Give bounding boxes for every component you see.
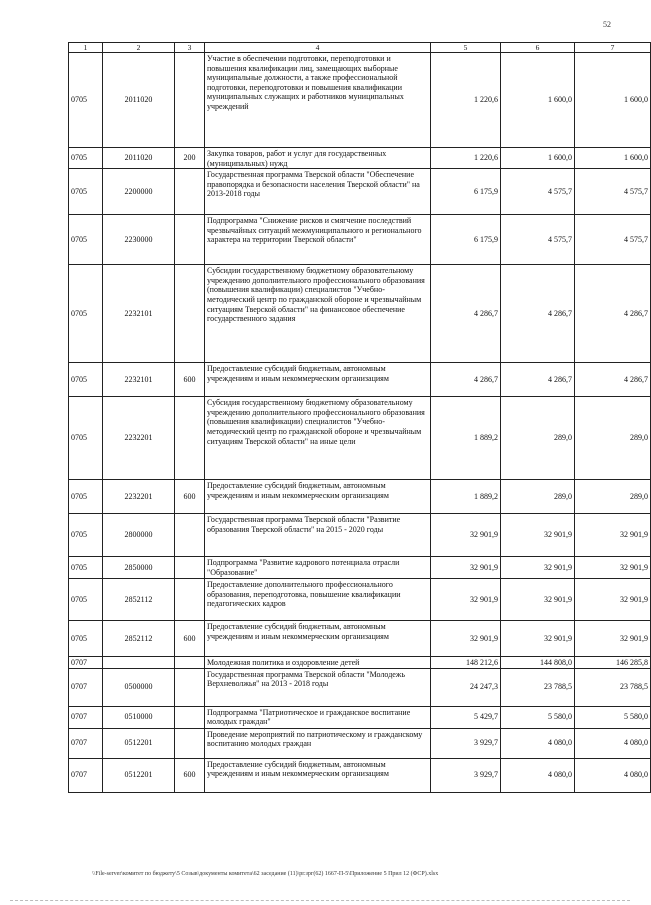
item-name: Предоставление субсидий бюджетным, автономным учреждениям и иным некоммерческим организациям <box>205 480 431 514</box>
value-col-6: 4 575,7 <box>501 215 575 265</box>
value-col-6: 4 286,7 <box>501 363 575 397</box>
value-col-6: 4 286,7 <box>501 265 575 363</box>
value-col-5: 4 286,7 <box>431 363 501 397</box>
table-row <box>69 557 651 579</box>
value-col-7: 4 080,0 <box>575 758 651 792</box>
value-col-5: 1 889,2 <box>431 480 501 514</box>
section-code: 0705 <box>69 215 103 265</box>
value-col-5: 32 901,9 <box>431 557 501 579</box>
section-code: 0705 <box>69 53 103 148</box>
table-row <box>69 579 651 621</box>
table-row <box>69 397 651 480</box>
target-article-code: 2850000 <box>103 557 175 579</box>
value-col-7: 4 575,7 <box>575 215 651 265</box>
item-name: Подпрограмма "Снижение рисков и смягчение последствий чрезвычайных ситуаций межмуниципального и регионального характера на территории Тверской области" <box>205 215 431 265</box>
value-col-5: 3 929,7 <box>431 758 501 792</box>
expense-type-code <box>175 557 205 579</box>
target-article-code: 2852112 <box>103 621 175 657</box>
expense-type-code: 600 <box>175 621 205 657</box>
target-article-code: 0512201 <box>103 758 175 792</box>
value-col-6: 5 580,0 <box>501 706 575 728</box>
value-col-7: 289,0 <box>575 397 651 480</box>
header-cell-7: 7 <box>575 43 651 53</box>
expense-type-code: 600 <box>175 480 205 514</box>
item-name: Государственная программа Тверской области "Обеспечение правопорядка и безопасности населения Тверской области" на 2013-2018 годы <box>205 169 431 215</box>
header-row <box>69 43 651 53</box>
header-cell-2: 2 <box>103 43 175 53</box>
page-number: 52 <box>603 20 611 29</box>
target-article-code: 0500000 <box>103 668 175 706</box>
value-col-5: 1 889,2 <box>431 397 501 480</box>
value-col-7: 4 286,7 <box>575 265 651 363</box>
table-row <box>69 215 651 265</box>
value-col-5: 6 175,9 <box>431 169 501 215</box>
header-cell-1: 1 <box>69 43 103 53</box>
value-col-7: 32 901,9 <box>575 514 651 557</box>
target-article-code: 0512201 <box>103 728 175 758</box>
table-row <box>69 53 651 148</box>
expense-type-code: 600 <box>175 363 205 397</box>
value-col-7: 5 580,0 <box>575 706 651 728</box>
expense-type-code <box>175 728 205 758</box>
target-article-code: 2232201 <box>103 480 175 514</box>
value-col-6: 32 901,9 <box>501 514 575 557</box>
target-article-code: 2011020 <box>103 53 175 148</box>
target-article-code: 2011020 <box>103 148 175 169</box>
value-col-5: 24 247,3 <box>431 668 501 706</box>
item-name: Участие в обеспечении подготовки, переподготовки и повышения квалификации лиц, замещающих выборные муниципальные должности, а также профессиональной подготовки, переподготовки и повышения квалификации муниципальных служащих и работников муниципальных учреждений <box>205 53 431 148</box>
value-col-7: 23 788,5 <box>575 668 651 706</box>
header-cell-3: 3 <box>175 43 205 53</box>
expense-type-code <box>175 397 205 480</box>
item-name: Предоставление субсидий бюджетным, автономным учреждениям и иным некоммерческим организациям <box>205 363 431 397</box>
value-col-6: 289,0 <box>501 480 575 514</box>
item-name: Подпрограмма "Развитие кадрового потенциала отрасли "Образование" <box>205 557 431 579</box>
value-col-5: 5 429,7 <box>431 706 501 728</box>
value-col-7: 146 285,8 <box>575 657 651 669</box>
budget-table <box>68 42 651 793</box>
value-col-5: 4 286,7 <box>431 265 501 363</box>
item-name: Предоставление дополнительного профессионального образования, переподготовка, повышение квалификации педагогических кадров <box>205 579 431 621</box>
footer-file-path: \\File-server\комитет по бюджету\5 Созыв\документы комитета\62 заседание (11)\рг.зрг(62) 1667-П-5\Приложение 5 Прил 12 (ФСР).xlsx <box>92 871 439 877</box>
target-article-code: 2230000 <box>103 215 175 265</box>
target-article-code: 2852112 <box>103 579 175 621</box>
item-name: Проведение мероприятий по патриотическому и гражданскому воспитанию молодых граждан <box>205 728 431 758</box>
value-col-7: 4 080,0 <box>575 728 651 758</box>
value-col-5: 6 175,9 <box>431 215 501 265</box>
target-article-code: 2200000 <box>103 169 175 215</box>
value-col-5: 3 929,7 <box>431 728 501 758</box>
header-cell-6: 6 <box>501 43 575 53</box>
table-row <box>69 621 651 657</box>
value-col-6: 4 575,7 <box>501 169 575 215</box>
value-col-6: 32 901,9 <box>501 621 575 657</box>
section-code: 0705 <box>69 169 103 215</box>
value-col-6: 4 080,0 <box>501 728 575 758</box>
header-cell-5: 5 <box>431 43 501 53</box>
value-col-6: 1 600,0 <box>501 148 575 169</box>
value-col-5: 32 901,9 <box>431 621 501 657</box>
target-article-code <box>103 657 175 669</box>
value-col-6: 4 080,0 <box>501 758 575 792</box>
expense-type-code <box>175 706 205 728</box>
expense-type-code <box>175 53 205 148</box>
value-col-5: 1 220,6 <box>431 53 501 148</box>
target-article-code: 2232101 <box>103 363 175 397</box>
value-col-7: 4 286,7 <box>575 363 651 397</box>
expense-type-code <box>175 265 205 363</box>
value-col-7: 32 901,9 <box>575 557 651 579</box>
value-col-6: 32 901,9 <box>501 579 575 621</box>
item-name: Молодежная политика и оздоровление детей <box>205 657 431 669</box>
section-code: 0707 <box>69 728 103 758</box>
table-row <box>69 657 651 669</box>
section-code: 0705 <box>69 579 103 621</box>
expense-type-code: 600 <box>175 758 205 792</box>
value-col-6: 23 788,5 <box>501 668 575 706</box>
value-col-5: 32 901,9 <box>431 579 501 621</box>
value-col-7: 1 600,0 <box>575 53 651 148</box>
value-col-7: 32 901,9 <box>575 579 651 621</box>
section-code: 0705 <box>69 621 103 657</box>
target-article-code: 2232101 <box>103 265 175 363</box>
value-col-6: 289,0 <box>501 397 575 480</box>
expense-type-code <box>175 657 205 669</box>
item-name: Государственная программа Тверской области "Развитие образования Тверской области" на 2015 - 2020 годы <box>205 514 431 557</box>
header-cell-4: 4 <box>205 43 431 53</box>
value-col-5: 1 220,6 <box>431 148 501 169</box>
table-row <box>69 668 651 706</box>
expense-type-code <box>175 169 205 215</box>
table-row <box>69 728 651 758</box>
value-col-7: 4 575,7 <box>575 169 651 215</box>
table-row <box>69 169 651 215</box>
item-name: Государственная программа Тверской области "Молодежь Верхневолжья" на 2013 - 2018 годы <box>205 668 431 706</box>
section-code: 0705 <box>69 514 103 557</box>
value-col-7: 1 600,0 <box>575 148 651 169</box>
value-col-7: 32 901,9 <box>575 621 651 657</box>
table-row <box>69 514 651 557</box>
section-code: 0705 <box>69 397 103 480</box>
value-col-5: 148 212,6 <box>431 657 501 669</box>
expense-type-code <box>175 668 205 706</box>
section-code: 0705 <box>69 148 103 169</box>
table-row <box>69 758 651 792</box>
item-name: Подпрограмма "Патриотическое и гражданское воспитание молодых граждан" <box>205 706 431 728</box>
section-code: 0707 <box>69 657 103 669</box>
value-col-5: 32 901,9 <box>431 514 501 557</box>
table-row <box>69 706 651 728</box>
value-col-6: 144 808,0 <box>501 657 575 669</box>
table-row <box>69 480 651 514</box>
value-col-6: 1 600,0 <box>501 53 575 148</box>
section-code: 0707 <box>69 706 103 728</box>
section-code: 0707 <box>69 758 103 792</box>
item-name: Субсидия государственному бюджетному образовательному учреждению дополнительного профессионального образования (повышения квалификации) специалистов "Учебно-методический центр по гражданской обороне и чрезвычайным ситуациям Тверской области" на иные цели <box>205 397 431 480</box>
table-row <box>69 265 651 363</box>
expense-type-code <box>175 579 205 621</box>
value-col-7: 289,0 <box>575 480 651 514</box>
item-name: Субсидии государственному бюджетному образовательному учреждению дополнительного профессионального образования (повышения квалификации) специалистов "Учебно-методический центр по гражданской обороне и чрезвычайным ситуациям Тверской области" на финансовое обеспечение государственного задания <box>205 265 431 363</box>
item-name: Предоставление субсидий бюджетным, автономным учреждениям и иным некоммерческим организациям <box>205 758 431 792</box>
expense-type-code <box>175 514 205 557</box>
expense-type-code <box>175 215 205 265</box>
target-article-code: 2232201 <box>103 397 175 480</box>
target-article-code: 0510000 <box>103 706 175 728</box>
section-code: 0705 <box>69 480 103 514</box>
target-article-code: 2800000 <box>103 514 175 557</box>
value-col-6: 32 901,9 <box>501 557 575 579</box>
table-row <box>69 148 651 169</box>
item-name: Закупка товаров, работ и услуг для государственных (муниципальных) нужд <box>205 148 431 169</box>
section-code: 0705 <box>69 265 103 363</box>
table-row <box>69 363 651 397</box>
section-code: 0705 <box>69 363 103 397</box>
bottom-rule <box>10 900 630 901</box>
expense-type-code: 200 <box>175 148 205 169</box>
item-name: Предоставление субсидий бюджетным, автономным учреждениям и иным некоммерческим организациям <box>205 621 431 657</box>
section-code: 0705 <box>69 557 103 579</box>
section-code: 0707 <box>69 668 103 706</box>
